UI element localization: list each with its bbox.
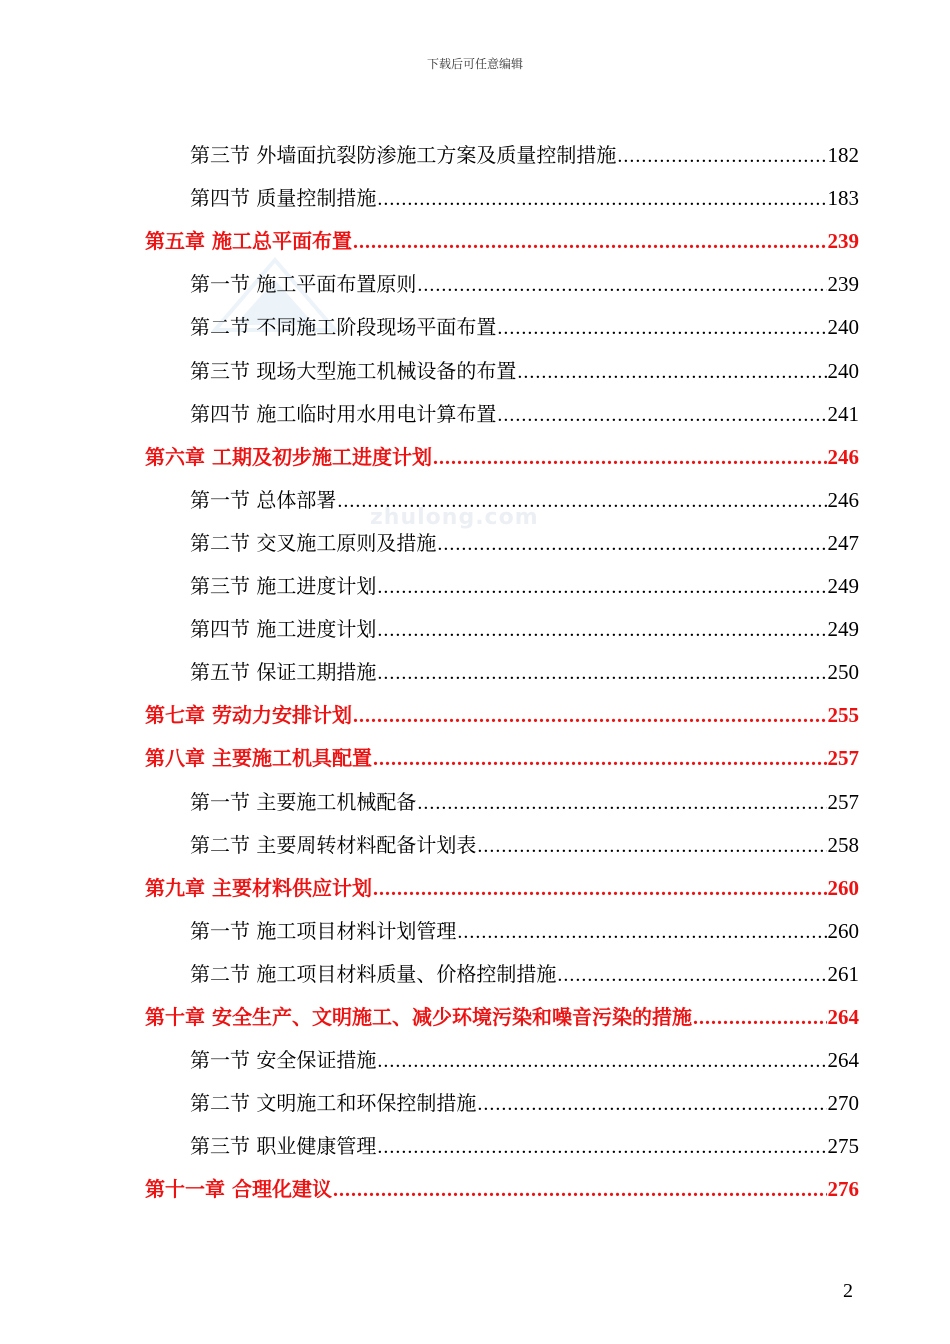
toc-dot-leader xyxy=(353,695,827,738)
toc-entry-label: 第五章 施工总平面布置 xyxy=(145,229,352,254)
toc-entry-page: 246 xyxy=(827,444,859,469)
toc-dot-leader xyxy=(373,868,827,911)
toc-section-entry xyxy=(190,824,859,867)
toc-section-entry xyxy=(190,522,859,565)
toc-entry-page: 255 xyxy=(827,703,859,728)
toc-entry-label: 第二节 施工项目材料质量、价格控制措施 xyxy=(190,961,557,986)
toc-entry-label: 第二节 不同施工阶段现场平面布置 xyxy=(190,315,497,340)
toc-entry-label: 第三节 施工进度计划 xyxy=(190,574,377,598)
toc-dot-leader xyxy=(477,1083,826,1126)
toc-entry-page: 270 xyxy=(827,1091,859,1116)
toc-entry-label: 第三节 外墙面抗裂防渗施工方案及质量控制措施 xyxy=(190,143,617,167)
toc-entry-label: 第一节 安全保证措施 xyxy=(190,1048,377,1073)
toc-section-entry xyxy=(190,350,859,393)
toc-entry-page: 239 xyxy=(827,272,859,297)
toc-dot-leader xyxy=(377,652,826,695)
toc-section-entry xyxy=(190,1082,859,1125)
toc-entry-page: 246 xyxy=(827,487,859,512)
toc-dot-leader xyxy=(617,135,826,178)
toc-entry-page: 261 xyxy=(827,961,859,986)
toc-entry-page: 257 xyxy=(827,789,859,814)
toc-chapter-entry xyxy=(145,694,859,737)
toc-dot-leader xyxy=(353,221,827,264)
toc-dot-leader xyxy=(377,609,826,652)
toc-chapter-entry xyxy=(145,1168,859,1211)
toc-entry-label: 第十一章 合理化建议 xyxy=(145,1177,332,1202)
toc-entry-page: 240 xyxy=(827,315,859,340)
toc-entry-page: 240 xyxy=(827,358,859,383)
toc-entry-label: 第二节 文明施工和环保控制措施 xyxy=(190,1091,477,1116)
toc-section-entry xyxy=(190,1125,859,1168)
toc-entry-label: 第八章 主要施工机具配置 xyxy=(145,746,372,771)
toc-entry-label: 第五节 保证工期措施 xyxy=(190,660,377,685)
toc-dot-leader xyxy=(457,911,826,954)
toc-entry-page: 241 xyxy=(827,401,859,426)
toc-entry-page: 250 xyxy=(827,660,859,685)
toc-entry-label: 第二节 主要周转材料配备计划表 xyxy=(190,832,477,857)
toc-entry-page: 249 xyxy=(827,617,859,642)
toc-entry-page: 258 xyxy=(827,832,859,857)
toc-entry-label: 第一节 施工项目材料计划管理 xyxy=(190,918,457,943)
toc-dot-leader xyxy=(417,264,826,307)
toc-section-entry xyxy=(190,479,859,522)
toc-dot-leader xyxy=(377,178,826,221)
toc-entry-label: 第一节 施工平面布置原则 xyxy=(190,272,417,297)
toc-section-entry xyxy=(190,608,859,651)
toc-entry-page: 264 xyxy=(827,1005,859,1029)
toc-entry-label: 第三节 现场大型施工机械设备的布置 xyxy=(190,358,517,383)
toc-dot-leader xyxy=(437,523,826,566)
toc-entry-page: 239 xyxy=(827,229,859,254)
toc-entry-page: 257 xyxy=(827,746,859,771)
toc-dot-leader xyxy=(337,480,826,523)
toc-entry-page: 260 xyxy=(827,918,859,943)
toc-dot-leader xyxy=(497,394,826,437)
toc-entry-page: 275 xyxy=(827,1134,859,1159)
toc-section-entry xyxy=(190,306,859,349)
toc-dot-leader xyxy=(497,307,826,350)
toc-section-entry xyxy=(190,910,859,953)
toc-entry-label: 第一节 总体部署 xyxy=(190,487,337,512)
toc-section-entry xyxy=(190,565,859,608)
toc-entry-label: 第四节 质量控制措施 xyxy=(190,186,377,211)
page-header: 下载后可任意编辑 xyxy=(426,57,523,71)
toc-dot-leader xyxy=(517,351,826,394)
toc-entry-page: 249 xyxy=(827,574,859,598)
toc-section-entry xyxy=(190,393,859,436)
page-number: 2 xyxy=(843,1280,853,1302)
toc-entry-label: 第一节 主要施工机械配备 xyxy=(190,789,417,814)
toc-dot-leader xyxy=(377,566,826,609)
toc-entry-page: 182 xyxy=(827,143,859,167)
toc-section-entry xyxy=(190,134,859,177)
toc-section-entry xyxy=(190,781,859,824)
toc-dot-leader xyxy=(693,997,827,1040)
toc-section-entry xyxy=(190,953,859,996)
toc-dot-leader xyxy=(377,1040,826,1083)
toc-entry-page: 264 xyxy=(827,1048,859,1073)
toc-chapter-entry xyxy=(145,867,859,910)
watermark-text: zhulong.com xyxy=(370,505,539,530)
toc-entry-page: 247 xyxy=(827,530,859,555)
toc-dot-leader xyxy=(377,1126,826,1169)
toc-entry-page: 260 xyxy=(827,875,859,900)
toc-chapter-entry xyxy=(145,737,859,780)
toc-dot-leader xyxy=(333,1169,827,1212)
toc-entry-label: 第四节 施工临时用水用电计算布置 xyxy=(190,401,497,426)
toc-section-entry xyxy=(190,177,859,220)
toc-entry-page: 183 xyxy=(827,186,859,211)
toc-chapter-entry xyxy=(145,436,859,479)
toc-entry-label: 第九章 主要材料供应计划 xyxy=(145,875,372,900)
toc-dot-leader xyxy=(477,825,826,868)
toc-dot-leader xyxy=(433,437,827,480)
toc-entry-label: 第六章 工期及初步施工进度计划 xyxy=(145,444,432,469)
toc-entry-label: 第十章 安全生产、文明施工、减少环境污染和噪音污染的措施 xyxy=(145,1005,692,1029)
toc-dot-leader xyxy=(557,954,826,997)
toc-section-entry xyxy=(190,651,859,694)
toc-chapter-entry xyxy=(145,220,859,263)
toc-dot-leader xyxy=(417,782,826,825)
toc-chapter-entry xyxy=(145,996,859,1039)
toc-entry-label: 第七章 劳动力安排计划 xyxy=(145,703,352,728)
toc-entry-label: 第二节 交叉施工原则及措施 xyxy=(190,530,437,555)
toc-section-entry xyxy=(190,1039,859,1082)
toc-entry-label: 第三节 职业健康管理 xyxy=(190,1134,377,1159)
toc-entry-page: 276 xyxy=(827,1177,859,1202)
toc-dot-leader xyxy=(373,738,827,781)
toc-entry-label: 第四节 施工进度计划 xyxy=(190,617,377,642)
toc-section-entry xyxy=(190,263,859,306)
